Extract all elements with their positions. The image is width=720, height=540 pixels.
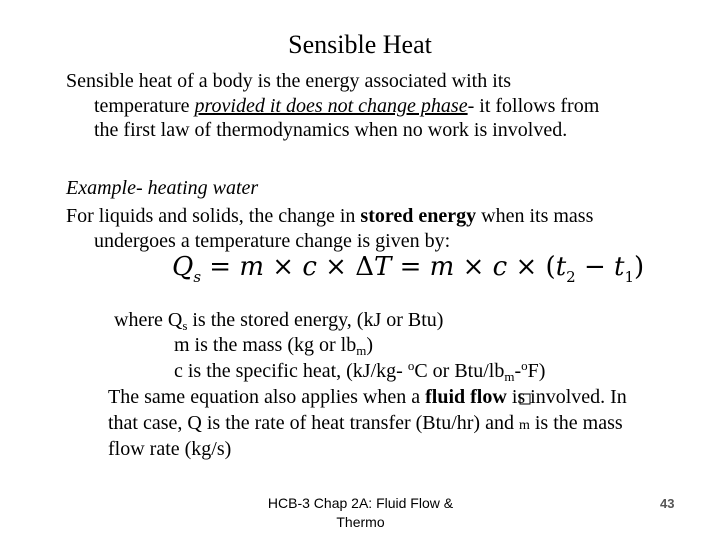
eq-Q: Q bbox=[172, 252, 194, 282]
def-specific-heat bbox=[174, 359, 545, 383]
intro-line-2-end: - it follows from bbox=[467, 95, 600, 117]
def-mass-sub: m bbox=[356, 343, 367, 358]
liquids-line-1-start: For liquids and solids, the change in bbox=[66, 205, 361, 227]
sensible-heat-equation bbox=[172, 252, 645, 286]
fluid-line-3: flow rate (kg/s) bbox=[108, 438, 232, 460]
intro-line-2 bbox=[94, 94, 599, 118]
def-mass-end: ) bbox=[366, 334, 374, 356]
def-c-mid: C or Btu/lb bbox=[414, 360, 505, 382]
def-mass-start: m is the mass (kg or lb bbox=[174, 334, 357, 356]
slide-title: Sensible Heat bbox=[288, 30, 432, 59]
liquids-line-1 bbox=[66, 204, 593, 228]
def-stored-energy bbox=[114, 308, 443, 332]
liquids-line-1-end: when its mass bbox=[476, 205, 594, 227]
fluid-line-1-end: is involved. In bbox=[506, 386, 627, 408]
eq-t1-sub: 1 bbox=[624, 268, 635, 286]
def-c-end: F) bbox=[527, 360, 546, 382]
example-heading: Example- heating water bbox=[66, 177, 259, 199]
eq-m-1: m bbox=[239, 252, 265, 282]
slide-footer bbox=[258, 494, 463, 532]
dot-accent-icon bbox=[519, 393, 531, 405]
def-where-end: is the stored energy, (kJ or Btu) bbox=[187, 309, 444, 331]
eq-close-paren: ) bbox=[634, 252, 645, 282]
fluid-line-2 bbox=[108, 411, 623, 438]
degree-sign-1: o bbox=[407, 358, 415, 373]
def-c-sub: m bbox=[504, 369, 515, 384]
eq-T: T bbox=[374, 252, 392, 282]
fluid-line-2-start: that case, bbox=[108, 412, 188, 434]
def-c-dash: - bbox=[514, 360, 522, 382]
eq-t1: t bbox=[614, 252, 625, 282]
liquids-line-2: undergoes a temperature change is given by: bbox=[94, 230, 451, 252]
fluid-line-2-end: is the mass bbox=[529, 412, 623, 434]
mass-flow-m: m bbox=[518, 418, 530, 433]
footer-line-1: HCB-3 Chap 2A: Fluid Flow & bbox=[267, 495, 454, 511]
eq-equals-2: = bbox=[391, 252, 430, 282]
intro-line-1: Sensible heat of a body is the energy associated with its bbox=[66, 70, 512, 92]
degree-sign-2: o bbox=[521, 358, 528, 373]
phase-condition: provided it does not change phase bbox=[194, 95, 468, 117]
def-where-sub: s bbox=[182, 318, 188, 333]
eq-c-2: c bbox=[492, 252, 508, 282]
footer-line-2: Thermo bbox=[336, 514, 385, 530]
eq-m-2: m bbox=[429, 252, 455, 282]
def-c-start: c is the specific heat, (kJ/kg- bbox=[174, 360, 408, 382]
eq-times-3: × bbox=[454, 252, 493, 282]
mass-flow-symbol bbox=[519, 414, 530, 438]
fluid-flow-term: fluid flow bbox=[425, 386, 507, 408]
fluid-Q: Q bbox=[187, 412, 202, 434]
eq-Q-sub: s bbox=[193, 268, 202, 286]
stored-energy-term: stored energy bbox=[360, 205, 477, 227]
eq-times-delta: × Δ bbox=[316, 252, 374, 282]
intro-line-2-start: temperature bbox=[94, 95, 195, 117]
eq-minus: − bbox=[575, 252, 615, 282]
eq-times-paren: × ( bbox=[507, 252, 556, 282]
def-mass bbox=[174, 333, 373, 357]
page-number: 43 bbox=[660, 496, 675, 511]
eq-c-1: c bbox=[302, 252, 317, 282]
eq-t2-sub: 2 bbox=[566, 268, 576, 286]
fluid-line-1-start: The same equation also applies when a bbox=[108, 386, 426, 408]
eq-equals-1: = bbox=[201, 252, 240, 282]
eq-t2: t bbox=[555, 252, 567, 282]
def-where-start: where Q bbox=[114, 309, 183, 331]
fluid-line-1 bbox=[108, 385, 627, 409]
eq-times-1: × bbox=[264, 252, 303, 282]
fluid-line-2-mid: is the rate of heat transfer (Btu/hr) and bbox=[201, 412, 519, 434]
intro-line-3: the first law of thermodynamics when no work is involved. bbox=[94, 119, 568, 141]
